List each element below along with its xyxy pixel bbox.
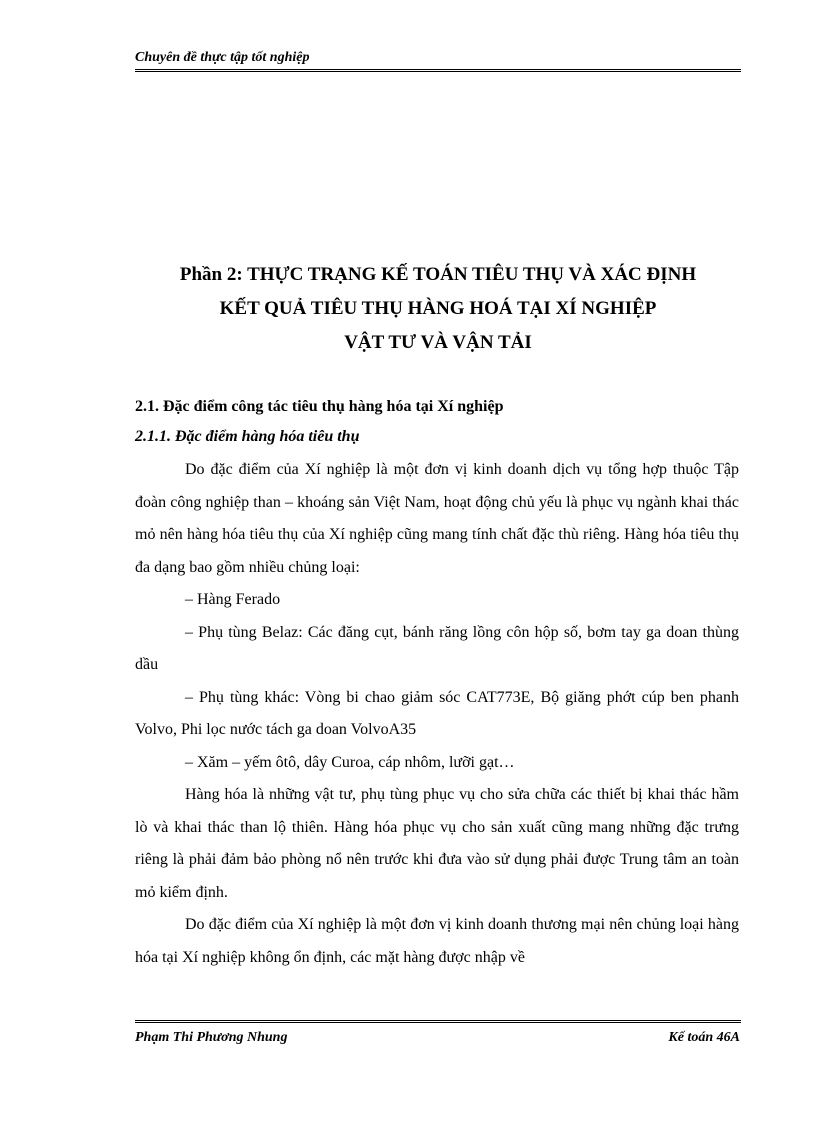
footer-divider [135,1020,741,1023]
section-heading-2-1-1: 2.1.1. Đặc điểm hàng hóa tiêu thụ [135,428,360,445]
list-item: – Hàng Ferado [185,591,281,608]
part-title [120,258,756,360]
footer-class: Kế toán 46A [668,1030,740,1045]
paragraph-intro: Do đặc điểm của Xí nghiệp là một đơn vị kinh doanh dịch vụ tổng hợp thuộc Tập đoàn công nghiệp than – khoáng sản Việt Nam, hoạt động chủ yếu là phục vụ ngành khai thác mỏ nên hàng hóa tiêu thụ của Xí nghiệp cũng mang tính chất đặc thù riêng. Hàng hóa tiêu thụ đa dạng bao gồm nhiều chủng loại: [135,461,739,576]
list-item: – Phụ tùng khác: Vòng bi chao giảm sóc CAT773E, Bộ giăng phớt cúp ben phanh Volvo, Phi lọc nước tách ga doan VolvoA35 [135,688,739,738]
paragraph-goods: Hàng hóa là những vật tư, phụ tùng phục vụ cho sửa chữa các thiết bị khai thác hầm lò và khai thác than lộ thiên. Hàng hóa phục vụ cho sản xuất cũng mang những đặc trưng riêng là phải đảm bảo phòng nổ nên trước khi đưa vào sử dụng phải được Trung tâm an toàn mỏ kiểm định. [135,786,739,901]
page-header-title: Chuyên đề thực tập tốt nghiệp [135,50,310,65]
list-item: – Phụ tùng Belaz: Các đăng cụt, bánh răng lồng côn hộp số, bơm tay ga doan thùng dầu [135,623,739,673]
body-text [135,454,739,974]
header-divider [135,69,741,72]
section-heading-2-1: 2.1. Đặc điểm công tác tiêu thụ hàng hóa tại Xí nghiệp [135,398,504,415]
part-title-line-3: VẬT TƯ VÀ VẬN TẢI [344,332,532,353]
paragraph-business: Do đặc điểm của Xí nghiệp là một đơn vị kinh doanh thương mại nên chủng loại hàng hóa tại Xí nghiệp không ổn định, các mặt hàng được nhập về [135,916,739,966]
list-item: – Xăm – yếm ôtô, dây Curoa, cáp nhôm, lưỡi gạt… [185,753,515,771]
footer-author: Phạm Thi Phương Nhung [135,1030,288,1045]
part-title-line-2: KẾT QUẢ TIÊU THỤ HÀNG HOÁ TẠI XÍ NGHIỆP [219,298,657,319]
part-title-line-1: Phần 2: THỰC TRẠNG KẾ TOÁN TIÊU THỤ VÀ XÁC ĐỊNH [179,264,697,285]
